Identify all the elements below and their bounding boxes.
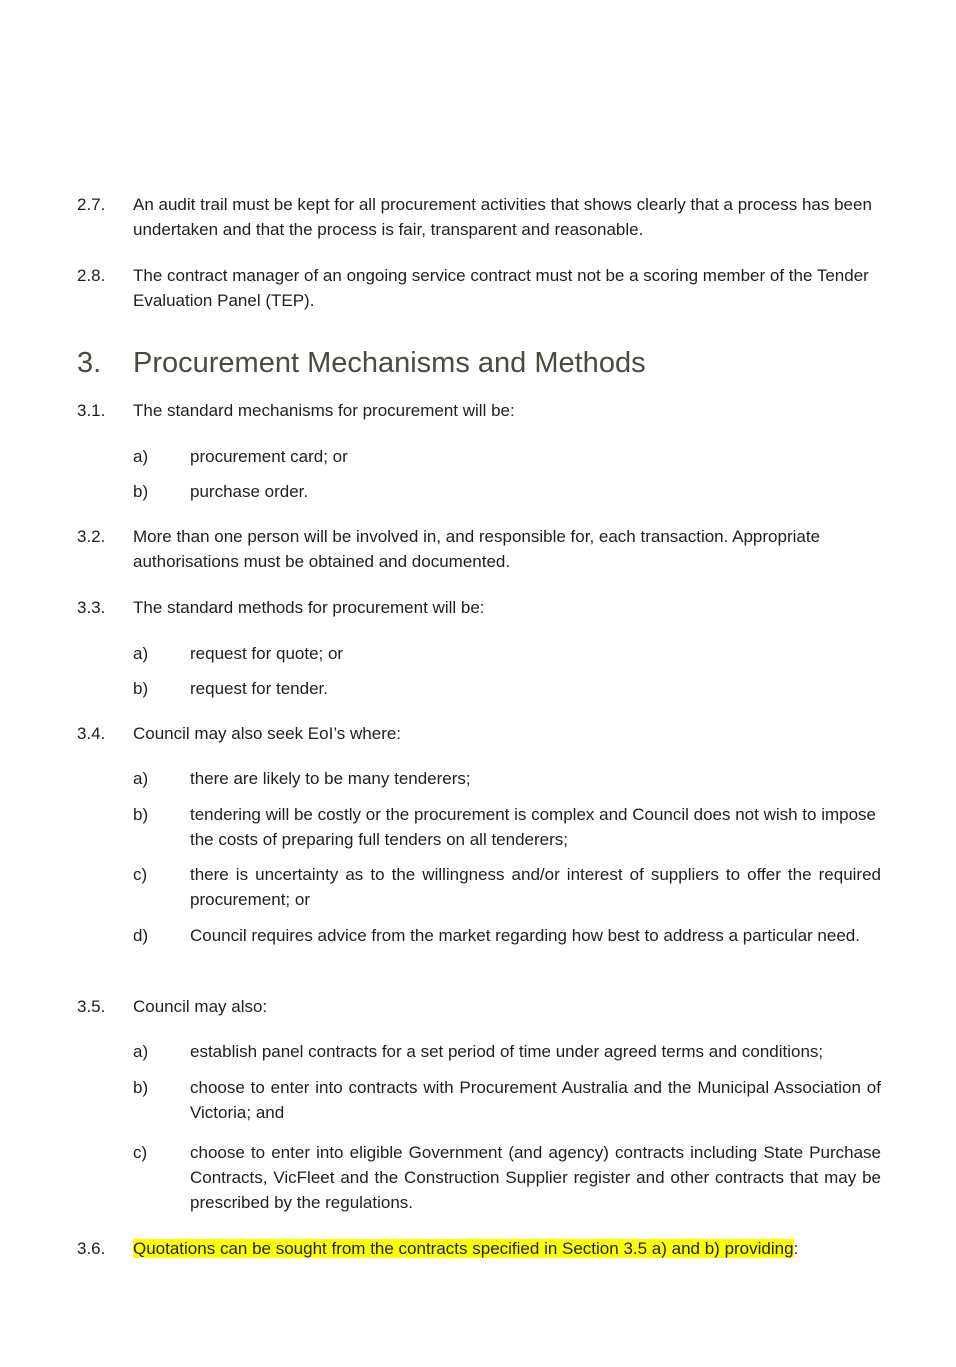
list-item-label: c): [133, 865, 148, 884]
clause-text: More than one person will be involved in, and responsible for, each transaction. Appropriate authorisations must be obtained and documented.: [133, 527, 821, 571]
clause-text: The contract manager of an ongoing service contract must not be a scoring member of the Tender Evaluation Panel (TEP).: [133, 266, 869, 310]
list-item-label: d): [133, 926, 149, 945]
clause-text: The standard methods for procurement will be:: [133, 598, 485, 617]
list-item-text: purchase order.: [190, 482, 309, 501]
list-item-label: b): [133, 1078, 149, 1097]
list-item-label: b): [133, 805, 149, 824]
list-item-text: procurement card; or: [190, 447, 348, 466]
list-item-text: choose to enter into contracts with Procurement Australia and the Municipal Association of Victoria; and: [190, 1078, 881, 1122]
list-item-text: there is uncertainty as to the willingness and/or interest of suppliers to offer the required procurement; or: [190, 865, 881, 909]
list-item-label: c): [133, 1143, 148, 1162]
clause-number: 3.6.: [77, 1239, 106, 1258]
clause-number: 2.8.: [77, 266, 106, 285]
heading-title: Procurement Mechanisms and Methods: [133, 347, 646, 379]
clause-text: Council may also seek EoI’s where:: [133, 724, 402, 743]
list-item-text: request for tender.: [190, 679, 328, 698]
list-item-text: Council requires advice from the market regarding how best to address a particular need.: [190, 926, 860, 945]
clause-number: 3.4.: [77, 724, 106, 743]
clause-number: 3.5.: [77, 997, 106, 1016]
clause-number: 2.7.: [77, 195, 106, 214]
list-item-text: choose to enter into eligible Government (and agency) contracts including State Purchase Contracts, VicFleet and the Construction Supplier register and other contracts that may be prescribed by the regulations.: [190, 1143, 881, 1212]
list-item-label: a): [133, 1042, 149, 1061]
highlighted-text: Quotations can be sought from the contracts specified in Section 3.5 a) and b) providing: [133, 1239, 794, 1258]
clause-text: The standard mechanisms for procurement will be:: [133, 401, 515, 420]
clause-number: 3.3.: [77, 598, 106, 617]
list-item-text: tendering will be costly or the procurement is complex and Council does not wish to impose the costs of preparing full tenders on all tenderers;: [190, 805, 877, 849]
list-item-label: a): [133, 447, 149, 466]
list-item-label: b): [133, 482, 149, 501]
heading-number: 3.: [77, 347, 102, 379]
list-item-label: b): [133, 679, 149, 698]
list-item-text: establish panel contracts for a set period of time under agreed terms and conditions;: [190, 1042, 824, 1061]
clause-text: An audit trail must be kept for all procurement activities that shows clearly that a process has been undertaken and that the process is fair, transparent and reasonable.: [133, 195, 872, 239]
clause-text: Council may also:: [133, 997, 268, 1016]
clause-number: 3.2.: [77, 527, 106, 546]
clause-number: 3.1.: [77, 401, 106, 420]
list-item-text: there are likely to be many tenderers;: [190, 769, 471, 788]
clause-text-tail: :: [793, 1239, 799, 1258]
clause-text: [133, 1236, 881, 1261]
list-item-label: a): [133, 769, 149, 788]
list-item-label: a): [133, 644, 149, 663]
list-item-text: request for quote; or: [190, 644, 344, 663]
